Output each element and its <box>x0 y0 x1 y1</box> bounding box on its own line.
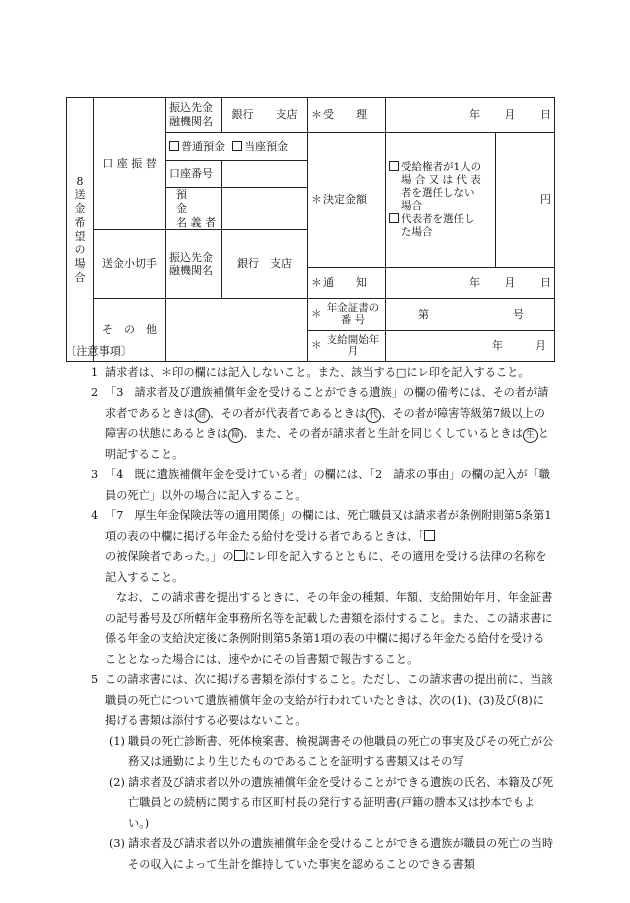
note-5-sub-1: (1) 職員の死亡診断書、死体検案書、検視調書その他職員の死亡の事実及びその死亡が公務又は通勤により生じたものであることを証明する書類又はその写 <box>109 734 554 768</box>
representative-checkbox[interactable] <box>389 213 399 223</box>
kogitte-label: 送金小切手 <box>94 230 166 299</box>
note-4-paragraph: なお、この請求書を提出するときに、その年金の種類、年額、支給開始年月、年金証書の記号番号及び所轄年金事務所名等を記載した書類を添付すること。また、この請求書に係る年金の支給決定後に条例附則第5条第1項の表の中欄に掲げる年金たる給付を受けることとなった場合には、速やかにその旨書類で報告すること。 <box>105 591 553 666</box>
note-5-sub-2: (2) 請求者及び請求者以外の遺族補償年金を受けることができる遺族の氏名、本籍及び死亡職員との続柄に関する市区町村長の発行する証明書(戸籍の謄本又は抄本でもよい。) <box>109 775 554 830</box>
ordinary-checkbox[interactable] <box>169 141 179 151</box>
kettei-options[interactable]: 受給権者が1人の 場 合 又 は 代 表 者を選任しない 場合 代表者を選任し た場合 <box>386 133 496 268</box>
note-2: 2 「3 請求者及び遺族補償年金を受けることができる遺族」の欄の備考には、その者が請求者であるときは 請 、その者が代表者であるときは 代 、その者が障害等級第7級以上の障害の状態にあるときは 障 、また、その者が請求者と生計を同じくしているときは 生 と明記すること。 <box>91 386 549 461</box>
account-holder-label: 預 金 名 義 者 <box>166 188 222 230</box>
shosho-kaishi-labels: ＊ 年金証書の 番 号 ＊ 支給開始年 月 <box>308 299 386 362</box>
juri-date[interactable]: 年 月 日 <box>386 98 555 133</box>
notes-header: 〔注意事項〕 <box>65 345 133 358</box>
koza-bank-value[interactable]: 銀行 支店 <box>222 98 308 133</box>
koza-bank-label: 振込先金融機関名 <box>166 98 222 133</box>
section-8-title: 8 送 金 希 望 の 場 合 <box>67 98 94 362</box>
kaishi-label: 支給開始年 月 <box>326 333 401 358</box>
note-5-sub-3: (3) 請求者及び請求者以外の遺族補償年金を受けることができる遺族が職員の死亡の当時その収入によって生計を維持していた事実を認めることのできる書類 <box>109 837 554 871</box>
kettei-label: ＊決定金額 <box>308 133 386 268</box>
kogitte-bank-value[interactable]: 銀行 支店 <box>222 230 308 299</box>
account-number-label: 口座番号 <box>166 161 222 188</box>
kogitte-bank-label: 振込先金融機関名 <box>166 230 222 299</box>
circled-sei2-icon: 生 <box>523 428 538 443</box>
remittance-table <box>66 97 555 362</box>
note-3: 3 「4 既に遺族補償年金を受けている者」の欄には、「2 請求の事由」の欄の記入が「職員の死亡」以外の場合に記入すること。 <box>91 468 550 502</box>
juri-label: ＊受 理 <box>308 98 386 133</box>
circled-sho-icon: 障 <box>228 428 243 443</box>
single-recipient-checkbox[interactable] <box>389 161 399 171</box>
shosho-label: 年金証書の 番 号 <box>326 302 380 326</box>
tsuchi-date[interactable]: 年 月 日 <box>386 268 555 299</box>
shosho-value[interactable]: 第 号 <box>386 299 554 331</box>
tsuchi-label: ＊通 知 <box>308 268 386 299</box>
circled-sei-icon: 請 <box>195 408 210 423</box>
kaishi-value[interactable]: 年 月 <box>492 339 546 353</box>
checkbox-icon <box>234 550 245 561</box>
other-label: そ の 他 <box>94 299 166 362</box>
circled-dai-icon: 代 <box>366 408 381 423</box>
note-4: 4 「7 厚生年金保険法等の適用関係」の欄には、死亡職員又は請求者が条例附則第5条第1項の表の中欄に掲げる年金たる給付を受ける者であるときは、「 の被保険者であった。」の にレ印を記入するとともに、その適用を受ける法律の名称を記入すること。 <box>91 509 552 584</box>
koza-label: 口 座 振 替 <box>94 98 166 230</box>
account-number-value[interactable] <box>222 161 308 188</box>
deposit-type[interactable]: 普通預金 当座預金 <box>166 133 308 161</box>
note-1: 1 請求者は、＊印の欄には記入しないこと。また、該当する□にレ印を記入すること。 <box>91 365 530 379</box>
account-holder-value[interactable] <box>222 188 308 230</box>
note-5: 5 この請求書には、次に掲げる書類を添付すること。ただし、この請求書の提出前に、当該職員の死亡について遺族補償年金の支給が行われていたときは、次の(1)、(3)及び(8)に掲げる書類は添付する必要はないこと。 <box>91 673 553 727</box>
current-checkbox[interactable] <box>232 141 242 151</box>
checkbox-icon <box>424 530 435 541</box>
notes-section <box>65 342 555 875</box>
kettei-amount[interactable]: 円 <box>496 133 555 268</box>
